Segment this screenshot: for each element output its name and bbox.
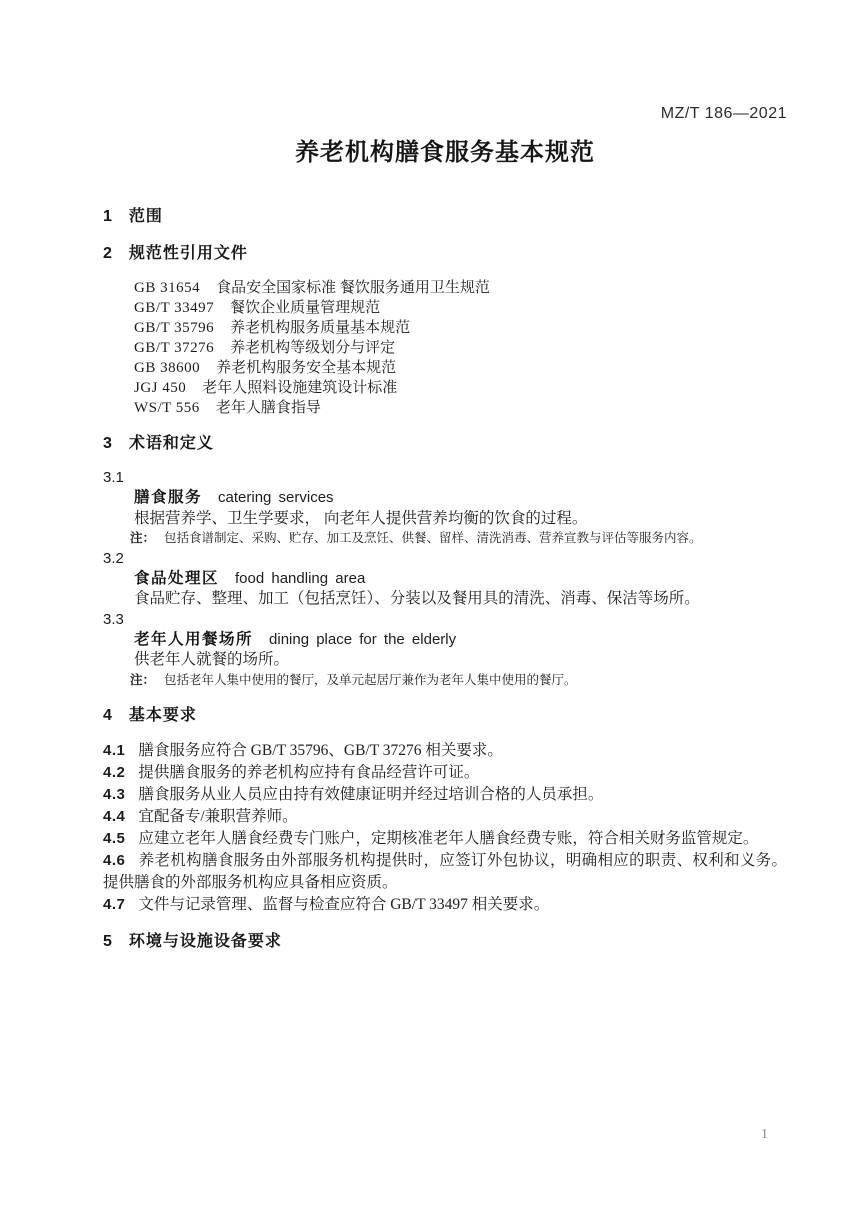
section-heading bbox=[103, 931, 787, 953]
term-number: 3.3 bbox=[103, 610, 124, 628]
clause-number: 4.6 bbox=[103, 852, 126, 869]
clause-number: 4.4 bbox=[103, 808, 126, 825]
term-note bbox=[103, 529, 787, 549]
clause-number: 4.5 bbox=[103, 830, 126, 847]
clause-text: 养老机构膳食服务由外部服务机构提供时，应签订外包协议，明确相应的职责、权利和义务。提供膳食的外部服务机构应具备相应资质。 bbox=[103, 852, 787, 891]
term-number: 3.1 bbox=[103, 469, 124, 486]
clause-number: 4.2 bbox=[103, 764, 126, 781]
clause-item bbox=[103, 762, 787, 784]
reference-title: 食品安全国家标准 餐饮服务通用卫生规范 bbox=[216, 280, 490, 296]
document-section bbox=[103, 705, 787, 916]
reference-item bbox=[103, 298, 787, 318]
section-heading bbox=[103, 705, 787, 727]
reference-item bbox=[103, 398, 787, 418]
term-note bbox=[103, 671, 787, 691]
clause-text: 提供膳食服务的养老机构应持有食品经营许可证。 bbox=[138, 764, 480, 781]
term-definition: 食品贮存、整理、加工（包括烹饪）、分装以及餐用具的清洗、消毒、保洁等场所。 bbox=[134, 590, 700, 607]
term-number: 3.2 bbox=[103, 549, 124, 567]
document-section bbox=[103, 931, 787, 953]
term-name-english: dining place for the elderly bbox=[269, 630, 457, 648]
section-title: 规范性引用文件 bbox=[128, 245, 248, 262]
document-section bbox=[103, 433, 787, 690]
term-heading bbox=[103, 630, 787, 651]
term-definition: 根据营养学、卫生学要求， 向老年人提供营养均衡的饮食的过程。 bbox=[134, 509, 588, 527]
clause-number: 4.3 bbox=[103, 786, 126, 803]
document-body bbox=[103, 206, 787, 953]
section-blocks bbox=[103, 740, 787, 916]
clause-text: 膳食服务应符合 GB/T 35796、GB/T 37276 相关要求。 bbox=[138, 742, 503, 759]
reference-code: GB/T 33497 bbox=[134, 300, 215, 316]
note-label: 注： bbox=[130, 531, 156, 545]
note-text: 包括老年人集中使用的餐厅，及单元起居厅兼作为老年人集中使用的餐厅。 bbox=[164, 672, 577, 687]
section-title: 范围 bbox=[128, 208, 163, 225]
term-name: 老年人用餐场所 bbox=[134, 630, 254, 648]
clause-number: 4.1 bbox=[103, 742, 126, 759]
reference-title: 老年人膳食指导 bbox=[215, 400, 321, 416]
term-heading bbox=[103, 569, 787, 590]
reference-item bbox=[103, 338, 787, 358]
document-section bbox=[103, 243, 787, 418]
reference-code: GB/T 35796 bbox=[134, 320, 215, 336]
reference-title: 老年人照料设施建筑设计标准 bbox=[202, 380, 398, 396]
term-item bbox=[103, 549, 787, 610]
page-number: 1 bbox=[761, 1127, 768, 1142]
clause-item bbox=[103, 828, 787, 850]
reference-item bbox=[103, 378, 787, 398]
clause-item bbox=[103, 806, 787, 828]
reference-code: GB/T 37276 bbox=[134, 340, 215, 356]
term-name: 食品处理区 bbox=[134, 569, 220, 587]
section-number: 4 bbox=[103, 707, 112, 724]
clause-text: 宜配备专/兼职营养师。 bbox=[138, 808, 298, 825]
section-blocks bbox=[103, 278, 787, 418]
term-item bbox=[103, 468, 787, 549]
clause-text: 文件与记录管理、监督与检查应符合 GB/T 33497 相关要求。 bbox=[138, 896, 550, 913]
section-number: 1 bbox=[103, 208, 112, 225]
clause-item bbox=[103, 850, 787, 894]
reference-item bbox=[103, 318, 787, 338]
clause-item bbox=[103, 784, 787, 806]
section-title: 术语和定义 bbox=[128, 435, 214, 452]
reference-code: WS/T 556 bbox=[134, 400, 200, 416]
section-number: 2 bbox=[103, 245, 112, 262]
term-name-english: catering services bbox=[218, 489, 334, 506]
clause-number: 4.7 bbox=[103, 896, 126, 913]
reference-title: 餐饮企业质量管理规范 bbox=[230, 300, 381, 316]
clause-text: 应建立老年人膳食经费专门账户，定期核准老年人膳食经费专账，符合相关财务监管规定。 bbox=[138, 830, 759, 847]
section-blocks bbox=[103, 468, 787, 690]
term-name-english: food handling area bbox=[235, 569, 366, 587]
section-number: 5 bbox=[103, 933, 112, 950]
section-heading bbox=[103, 243, 787, 265]
reference-item bbox=[103, 358, 787, 378]
reference-code: GB 38600 bbox=[134, 360, 201, 376]
section-heading bbox=[103, 206, 787, 228]
section-title: 基本要求 bbox=[128, 707, 197, 724]
reference-code: JGJ 450 bbox=[134, 380, 187, 396]
reference-title: 养老机构服务安全基本规范 bbox=[216, 360, 397, 376]
clause-text: 膳食服务从业人员应由持有效健康证明并经过培训合格的人员承担。 bbox=[138, 786, 604, 803]
term-item bbox=[103, 610, 787, 691]
term-heading bbox=[103, 488, 787, 509]
page-content bbox=[103, 104, 787, 966]
note-label: 注： bbox=[130, 672, 156, 687]
note-text: 包括食谱制定、采购、贮存、加工及烹饪、供餐、留样、清洗消毒、营养宣教与评估等服务内容。 bbox=[164, 531, 702, 545]
term-definition: 供老年人就餐的场所。 bbox=[134, 651, 290, 668]
clause-item bbox=[103, 894, 787, 916]
section-heading bbox=[103, 433, 787, 455]
reference-title: 养老机构等级划分与评定 bbox=[230, 340, 396, 356]
reference-code: GB 31654 bbox=[134, 280, 201, 296]
clause-item bbox=[103, 740, 787, 762]
section-number: 3 bbox=[103, 435, 112, 452]
standard-number: MZ/T 186—2021 bbox=[660, 105, 787, 122]
reference-item bbox=[103, 278, 787, 298]
reference-title: 养老机构服务质量基本规范 bbox=[230, 320, 411, 336]
section-title: 环境与设施设备要求 bbox=[128, 933, 282, 950]
term-name: 膳食服务 bbox=[134, 489, 203, 506]
document-title: 养老机构膳食服务基本规范 bbox=[295, 139, 595, 166]
document-section bbox=[103, 206, 787, 228]
